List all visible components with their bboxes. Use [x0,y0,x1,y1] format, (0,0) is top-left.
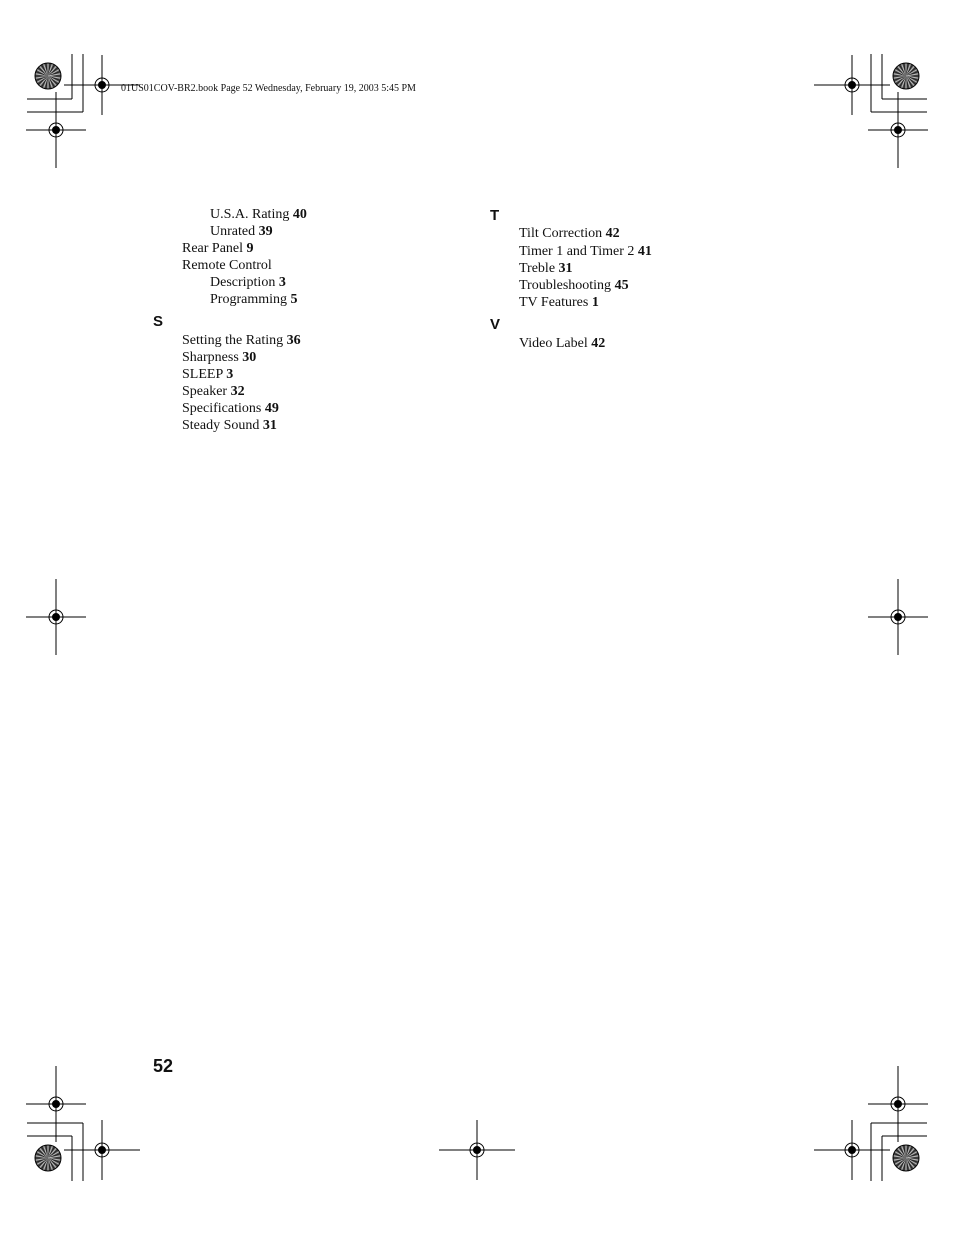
registration-mark-icon [814,1120,890,1180]
index-entry-text: Programming [210,292,287,307]
registration-mark-icon [64,1120,140,1180]
registration-mark-icon [868,1066,928,1142]
color-bar-target-icon [35,1145,61,1171]
index-entry [182,383,245,400]
index-entry-text: Video Label [519,336,588,351]
index-entry [210,206,307,223]
index-entry-text: Description [210,275,276,290]
index-entry-text: Sharpness [182,350,239,365]
index-entry-page: 31 [558,261,573,276]
index-entry-page: 31 [262,418,277,433]
page-number: 52 [153,1056,174,1076]
color-bar-target-icon [35,63,61,89]
index-entry-text: Tilt Correction [519,226,603,241]
index-entry [210,291,298,308]
index-entry [182,240,254,257]
index-section-letter: T [490,207,500,224]
index-entry [182,366,233,383]
index-entry-page: 42 [591,336,606,351]
index-section-letter: V [490,316,501,333]
index-entry [182,417,277,434]
index-entry [182,400,279,417]
index-section-letter: S [153,313,164,330]
color-bar-target-icon [893,63,919,89]
registration-mark-icon [439,1120,515,1180]
index-entry-text: Specifications [182,401,262,416]
index-entry-page: 49 [264,401,279,416]
index-entry-page: 3 [278,275,286,290]
index-entry-page: 40 [292,207,307,222]
header-slug: 01US01COV-BR2.book Page 52 Wednesday, February 19, 2003 5:45 PM [121,83,416,94]
index-entry-page: 30 [242,350,257,365]
index-entry-text: Treble [519,261,556,276]
index-entry [519,335,605,352]
index-entry-text: U.S.A. Rating [210,207,290,222]
index-entry [182,257,272,274]
index-entry-text: TV Features [519,295,589,310]
index-entry-text: Speaker [182,384,228,399]
index-entry [519,225,620,242]
index-entry-page: 9 [246,241,254,256]
index-entry-page: 39 [258,224,273,239]
index-entry-text: Rear Panel [182,241,244,256]
index-entry-text: Steady Sound [182,418,260,433]
index-entry [519,294,599,311]
index-entry-page: 41 [637,244,652,259]
index-entry-text: Remote Control [182,258,272,273]
index-entry [182,349,256,366]
index-entry-text: Timer 1 and Timer 2 [519,244,635,259]
index-entry-page: 36 [286,333,301,348]
index-entry [519,277,629,294]
index-entry-page: 45 [614,278,629,293]
index-entry [210,274,286,291]
registration-mark-icon [814,55,890,115]
index-entry [182,332,301,349]
registration-mark-icon [26,1066,86,1142]
index-entry-page: 3 [226,367,234,382]
index-entry-text: Unrated [210,224,256,239]
color-bar-target-icon [893,1145,919,1171]
registration-mark-icon [868,579,928,655]
index-entry [519,260,573,277]
index-entry-text: SLEEP [182,367,223,382]
registration-mark-icon [26,92,86,168]
index-entry [519,243,652,260]
index-entry-page: 1 [591,295,599,310]
index-entry-page: 5 [290,292,298,307]
index-entry-text: Setting the Rating [182,333,284,348]
index-entry [210,223,273,240]
index-entry-text: Troubleshooting [519,278,612,293]
index-entry-page: 32 [230,384,245,399]
registration-mark-icon [26,579,86,655]
index-entry-page: 42 [605,226,620,241]
registration-mark-icon [868,92,928,168]
